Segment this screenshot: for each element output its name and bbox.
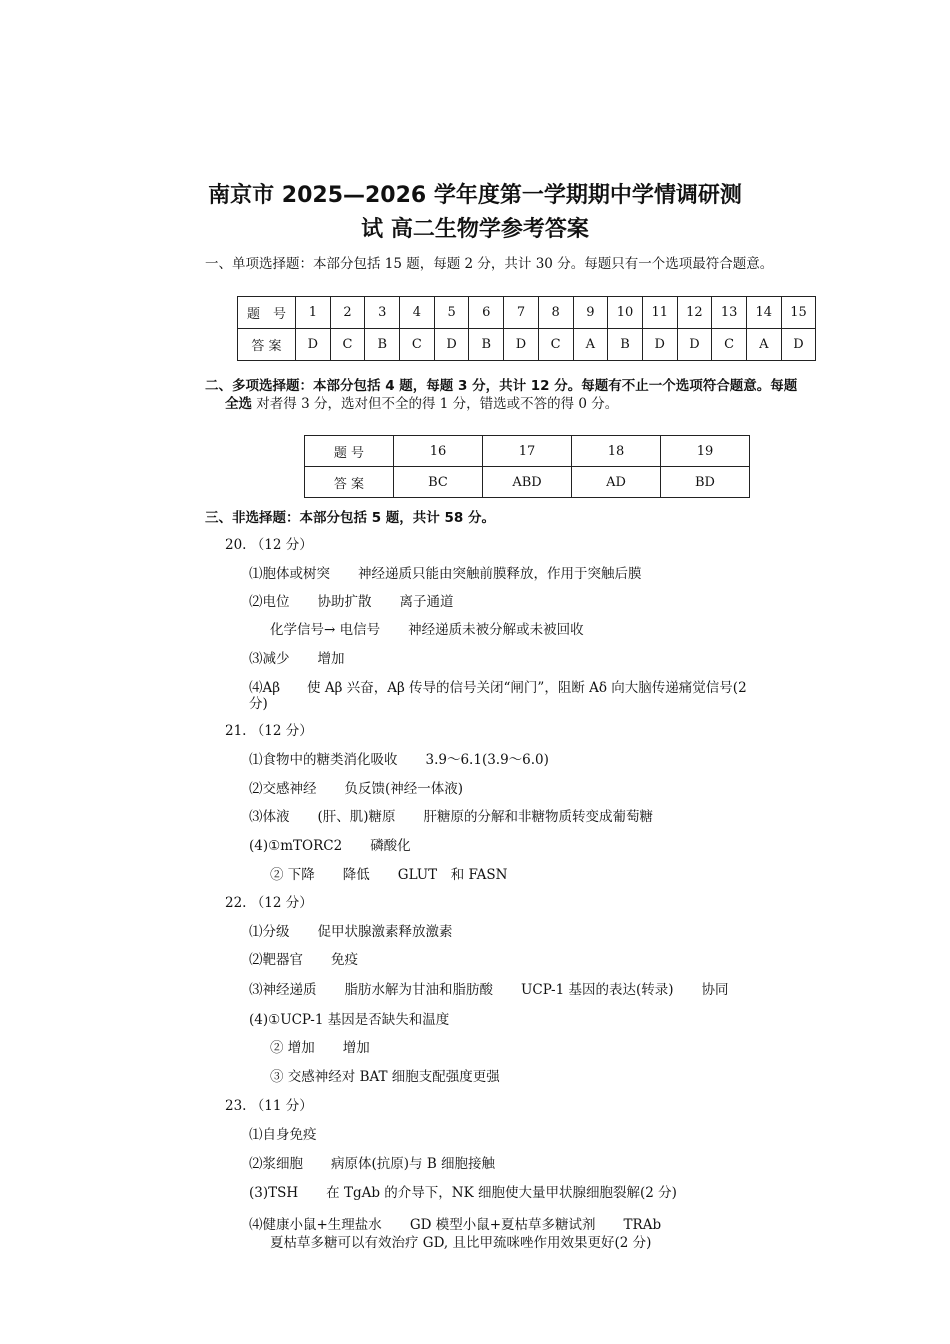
page-title-line1: 南京市 2025—2026 学年度第一学期期中学情调研测 (208, 183, 742, 208)
answer-cell: BD (661, 467, 750, 498)
answer-cell: C (400, 329, 435, 361)
page-title-line2: 试 高二生物学参考答案 (361, 217, 589, 242)
answer-cell: D (677, 329, 712, 361)
question-number-cell: 6 (469, 297, 504, 329)
answer-cell: C (712, 329, 747, 361)
q23-part1: ⑴自身免疫 (249, 1127, 317, 1143)
row-label-question: 题 号 (305, 436, 394, 467)
row-label-question: 题 号 (238, 297, 296, 329)
multi-choice-answer-table (304, 435, 750, 498)
q23-part4: ⑷健康小鼠+生理盐水 GD 模型小鼠+夏枯草多糖试剂 TRAb (249, 1217, 662, 1233)
q21-part4b: ② 下降 降低 GLUT 和 FASN (270, 867, 508, 883)
row-label-answer: 答 案 (305, 467, 394, 498)
q20-part3: ⑶减少 增加 (249, 651, 345, 667)
q23-part4b: 夏枯草多糖可以有效治疗 GD, 且比甲巯咪唑作用效果更好(2 分) (270, 1235, 652, 1251)
answer-cell: C (330, 329, 365, 361)
answer-cell: C (538, 329, 573, 361)
q21-part1: ⑴食物中的糖类消化吸收 3.9～6.1(3.9～6.0) (249, 752, 549, 768)
question-number-cell: 9 (573, 297, 608, 329)
question-number-cell: 8 (538, 297, 573, 329)
answer-cell: AD (572, 467, 661, 498)
q22-label: 22. （12 分） (225, 895, 313, 911)
question-number-cell: 13 (712, 297, 747, 329)
answer-cell: D (781, 329, 816, 361)
question-number-cell: 14 (746, 297, 781, 329)
question-number-cell: 3 (365, 297, 400, 329)
question-number-cell: 16 (394, 436, 483, 467)
answer-cell: D (504, 329, 539, 361)
question-number-cell: 10 (608, 297, 643, 329)
question-number-cell: 4 (400, 297, 435, 329)
section2-heading-line1: 二、多项选择题：本部分包括 4 题，每题 3 分，共计 12 分。每题有不止一个选项符合题意。每题 (205, 378, 798, 394)
question-number-cell: 19 (661, 436, 750, 467)
section1-heading: 一、单项选择题：本部分包括 15 题，每题 2 分，共计 30 分。每题只有一个选项最符合题意。 (205, 256, 774, 272)
answer-cell: BC (394, 467, 483, 498)
question-number-cell: 7 (504, 297, 539, 329)
q22-part3: ⑶神经递质 脂肪水解为甘油和脂肪酸 UCP-1 基因的表达(转录) 协同 (249, 982, 729, 998)
q22-part4b: ② 增加 增加 (270, 1040, 370, 1056)
q20-part2b: 化学信号→ 电信号 神经递质未被分解或未被回收 (270, 622, 584, 638)
answer-cell: D (434, 329, 469, 361)
q23-part3: (3)TSH 在 TgAb 的介导下，NK 细胞使大量甲状腺细胞裂解(2 分) (249, 1185, 677, 1201)
question-number-cell: 18 (572, 436, 661, 467)
question-number-cell: 11 (642, 297, 677, 329)
q22-part4: (4)①UCP-1 基因是否缺失和温度 (249, 1012, 450, 1028)
question-number-cell: 1 (296, 297, 331, 329)
q23-part2: ⑵浆细胞 病原体(抗原)与 B 细胞接触 (249, 1156, 496, 1172)
question-number-cell: 15 (781, 297, 816, 329)
q20-part4-line1: ⑷Aβ 使 Aβ 兴奋，Aβ 传导的信号关闭“闸门”，阻断 Aδ 向大脑传递痛觉信号(2 (249, 680, 747, 696)
row-label-answer: 答 案 (238, 329, 296, 361)
q22-part2: ⑵靶器官 免疫 (249, 952, 358, 968)
single-choice-answer-table (237, 296, 816, 361)
q21-part4: (4)①mTORC2 磷酸化 (249, 838, 411, 854)
answer-cell: A (573, 329, 608, 361)
answer-cell: ABD (483, 467, 572, 498)
q20-part2: ⑵电位 协助扩散 离子通道 (249, 594, 454, 610)
q20-part4-line2: 分) (249, 696, 268, 712)
section2-heading-line2: 全选 对者得 3 分，选对但不全的得 1 分，错选或不答的得 0 分。 (225, 396, 619, 412)
question-number-cell: 5 (434, 297, 469, 329)
q20-part1: ⑴胞体或树突 神经递质只能由突触前膜释放，作用于突触后膜 (249, 566, 642, 582)
answer-cell: A (746, 329, 781, 361)
q20-label: 20. （12 分） (225, 537, 313, 553)
answer-cell: D (642, 329, 677, 361)
q21-part2: ⑵交感神经 负反馈(神经一体液) (249, 781, 464, 797)
q21-label: 21. （12 分） (225, 723, 313, 739)
question-number-cell: 2 (330, 297, 365, 329)
section3-heading: 三、非选择题：本部分包括 5 题，共计 58 分。 (205, 510, 495, 526)
q23-label: 23. （11 分） (225, 1098, 313, 1114)
q22-part4c: ③ 交感神经对 BAT 细胞支配强度更强 (270, 1069, 500, 1085)
q22-part1: ⑴分级 促甲状腺激素释放激素 (249, 924, 453, 940)
question-number-cell: 17 (483, 436, 572, 467)
answer-cell: B (469, 329, 504, 361)
answer-cell: B (608, 329, 643, 361)
q21-part3: ⑶体液 (肝、肌)糖原 肝糖原的分解和非糖物质转变成葡萄糖 (249, 809, 654, 825)
answer-cell: B (365, 329, 400, 361)
question-number-cell: 12 (677, 297, 712, 329)
answer-cell: D (296, 329, 331, 361)
